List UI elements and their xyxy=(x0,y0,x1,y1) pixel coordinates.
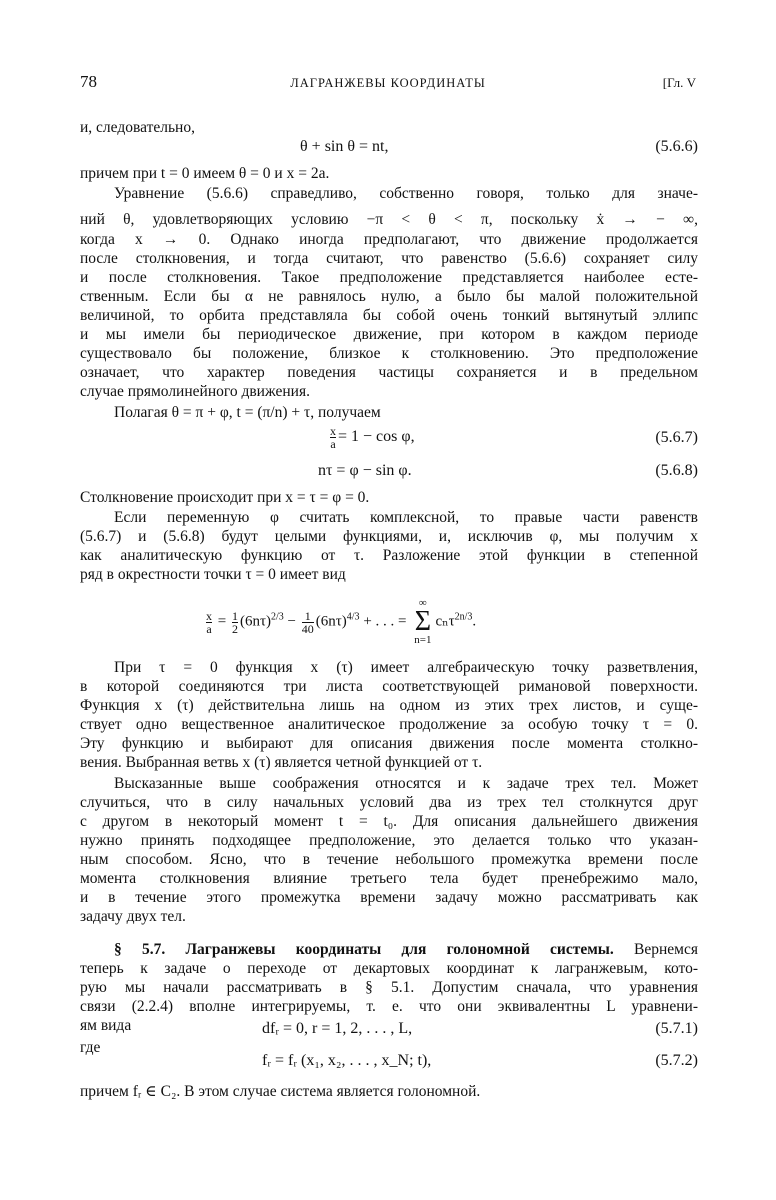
paragraph-line: после столкновения, и тогда считают, что равенство (5.6.6) сохраняет силу xyxy=(80,250,698,267)
paragraph-line: ряд в окрестности точки τ = 0 имеет вид xyxy=(80,566,346,583)
paragraph-line: момента столкновения влияние третьего тела будет пренебрежимо мало, xyxy=(80,870,698,887)
paragraph-line: ям вида xyxy=(80,1017,132,1034)
paragraph-line: Если переменную φ считать комплексной, то правые части равенств xyxy=(114,509,698,526)
series-expansion: $\frac{x}{a}$ = $\frac{1}{2}$ $(6n\tau)^{2/3}$ − $\frac{1}{40}$ $(6n\tau)^{4/3}$ + . . . = ∞ Σ n=1 cₙτ$^{2n/3}$. xyxy=(206,597,477,646)
equation-body: = 1 − cos φ, xyxy=(338,428,415,446)
equation-number: (5.7.1) xyxy=(655,1020,698,1037)
equation-body: fᵣ = fᵣ (x₁, x₂, . . . , x_N; t), xyxy=(262,1052,432,1069)
paragraph-line: и после столкновения. Такое предположение представляется наиболее есте- xyxy=(80,269,698,286)
running-title: ЛАГРАНЖЕВЫ КООРДИНАТЫ xyxy=(290,76,486,90)
paragraph-line: связи (2.2.4) вполне интегрируемы, т. е. что они эквивалентны L уравнени- xyxy=(80,998,698,1015)
sum-symbol: ∞ Σ n=1 xyxy=(414,597,432,646)
paragraph-line: ний θ, удовлетворяющих условию −π < θ < π, поскольку ẋ → − ∞, xyxy=(80,211,698,228)
paragraph-line: когда x → 0. Однако иногда предполагают, что движение продолжается xyxy=(80,231,698,248)
text-line: причем fᵣ ∈ C₂. В этом случае система является голономной. xyxy=(80,1083,481,1100)
text-line: Столкновение происходит при x = τ = φ = 0. xyxy=(80,489,370,506)
paragraph-line: Функция x (τ) действительна лишь на одном из этих трех листов, и суще- xyxy=(80,697,698,714)
paragraph-line: Эту функцию и выбирают для описания движения после момента столкно- xyxy=(80,735,698,752)
paragraph-line: как аналитическую функцию от τ. Разложение этой функции в степенной xyxy=(80,547,698,564)
text-line: где xyxy=(80,1039,101,1056)
paragraph-line: случиться, что в силу начальных условий два из трех тел столкнутся друг xyxy=(80,794,698,811)
equation-number: (5.6.6) xyxy=(655,138,698,155)
paragraph-line: теперь к задаче о переходе от декартовых координат к лагранжевым, кото- xyxy=(80,960,698,977)
equation-number: (5.6.7) xyxy=(655,429,698,446)
equation-5-6-7 xyxy=(80,425,698,455)
text-line: причем при t = 0 имеем θ = 0 и x = 2a. xyxy=(80,165,330,182)
equation-number: (5.7.2) xyxy=(655,1052,698,1069)
section-heading-line: § 5.7. Лагранжевы координаты для голономной системы. Вернемся xyxy=(114,941,698,958)
paragraph-line: Высказанные выше соображения относятся и к задаче трех тел. Может xyxy=(114,775,698,792)
paragraph-line: Уравнение (5.6.6) справедливо, собственно говоря, только для значе- xyxy=(114,185,698,202)
paragraph-line: с другом в некоторый момент t = t₀. Для описания дальнейшего движения xyxy=(80,813,698,830)
equation-5-6-8 xyxy=(80,462,698,488)
chapter-label: [Гл. V xyxy=(662,75,696,90)
paragraph-line: вения. Выбранная ветвь x (τ) является четной функцией от τ. xyxy=(80,754,483,771)
paragraph-line: рую мы начали рассматривать в § 5.1. Допустим сначала, что уравнения xyxy=(80,979,698,996)
equation-body: nτ = φ − sin φ. xyxy=(318,462,412,479)
paragraph-line: означает, что характер поведения частицы сохраняется и в предельном xyxy=(80,364,698,381)
equation-body: dfᵣ = 0, r = 1, 2, . . . , L, xyxy=(262,1020,413,1037)
paragraph-line: в которой соединяются три листа соответствующей римановой поверхности. xyxy=(80,678,698,695)
equation-5-6-6 xyxy=(80,138,698,164)
paragraph-line: нужно принять подходящее предположение, это делается только что указан- xyxy=(80,832,698,849)
paragraph-line: ственным. Если бы α не равнялось нулю, а было бы малой положительной xyxy=(80,288,698,305)
page-number: 78 xyxy=(80,72,97,91)
equation-5-7-2 xyxy=(80,1052,698,1078)
fraction: $\frac{x}{a}$ xyxy=(330,424,336,451)
paragraph-line: задачу двух тел. xyxy=(80,908,186,925)
section-title: § 5.7. Лагранжевы координаты для голономной системы. xyxy=(114,941,614,958)
paragraph-line: случае прямолинейного движения. xyxy=(80,383,310,400)
paragraph-line: ствует одно вещественное аналитическое продолжение за особую точку τ = 0. xyxy=(80,716,698,733)
paragraph-line: и мы имели бы периодическое движение, при котором в каждом периоде xyxy=(80,326,698,343)
text-line: Полагая θ = π + φ, t = (π/n) + τ, получаем xyxy=(114,404,381,421)
paragraph-line: существовало бы положение, близкое к столкновению. Это предположение xyxy=(80,345,698,362)
paragraph-line: и в течение этого промежутка времени задачу можно рассматривать как xyxy=(80,889,698,906)
paragraph-line: величиной, то орбита представляла бы собой очень тонкий вытянутый эллипс xyxy=(80,307,698,324)
text-line: и, следовательно, xyxy=(80,119,195,136)
paragraph-line: (5.6.7) и (5.6.8) будут целыми функциями, и, исключив φ, мы получим x xyxy=(80,528,698,545)
paragraph-line: ным способом. Ясно, что в течение небольшого промежутка времени после xyxy=(80,851,698,868)
equation-number: (5.6.8) xyxy=(655,462,698,479)
equation-body: θ + sin θ = nt, xyxy=(300,138,389,155)
paragraph-line: При τ = 0 функция x (τ) имеет алгебраическую точку разветвления, xyxy=(114,659,698,676)
